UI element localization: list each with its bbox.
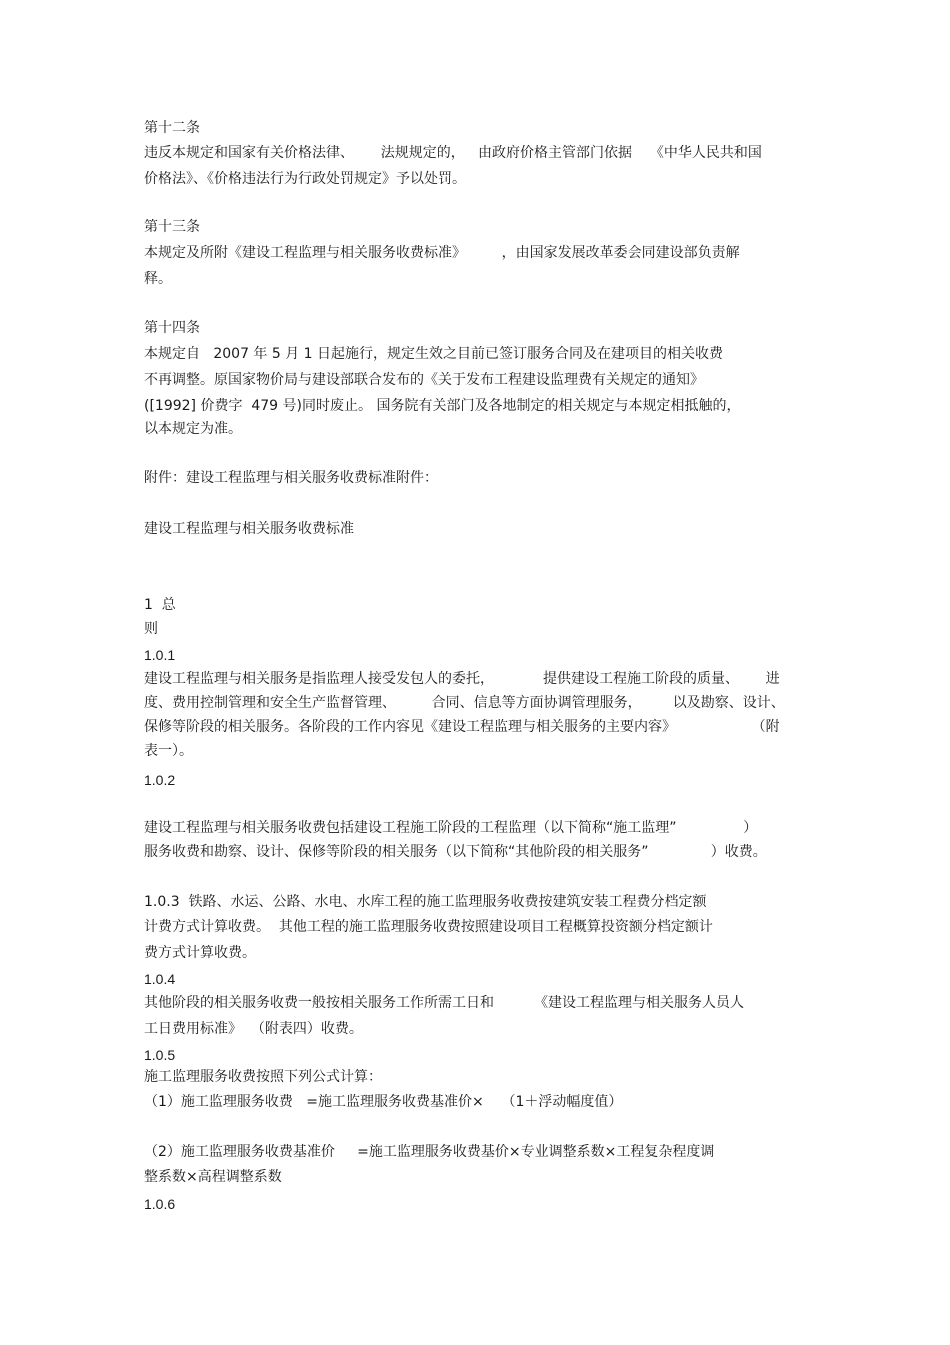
section-1-0-5-number: 1.0.5	[144, 1047, 176, 1063]
section-1-0-1-number: 1.0.1	[144, 647, 176, 663]
article-12-heading: 第十二条	[144, 120, 200, 136]
article-13-text-line-2: 释。	[144, 271, 172, 287]
section-1-0-2-number: 1.0.2	[144, 772, 176, 788]
section-1-0-6-number: 1.0.6	[144, 1196, 176, 1212]
article-14-text-line-4: 以本规定为准。	[144, 421, 242, 437]
article-13-text-line-1: 本规定及所附《建设工程监理与相关服务收费标准》 ，由国家发展改革委会同建设部负责解	[144, 245, 740, 261]
article-12-text-line-1: 违反本规定和国家有关价格法律、 法规规定的， 由政府价格主管部门依据 《中华人民共和国	[144, 145, 762, 161]
section-1-0-4-number: 1.0.4	[144, 971, 176, 987]
chapter-1-word: 则	[144, 621, 158, 637]
section-1-0-5-line-1: 施工监理服务收费按照下列公式计算：	[144, 1069, 382, 1085]
attachment-line: 附件：建设工程监理与相关服务收费标准附件：	[144, 470, 438, 486]
section-1-0-4-line-2: 工日费用标准》 （附表四）收费。	[144, 1021, 363, 1037]
section-1-0-1-line-2: 度、费用控制管理和安全生产监督管理、 合同、信息等方面协调管理服务， 以及勘察、设计、	[144, 695, 785, 711]
section-1-0-4-line-1: 其他阶段的相关服务收费一般按相关服务工作所需工日和 《建设工程监理与相关服务人员人	[144, 995, 745, 1011]
section-1-0-1-line-1: 建设工程监理与相关服务是指监理人接受发包人的委托， 提供建设工程施工阶段的质量、 进	[144, 671, 780, 687]
article-14-text-line-2: 不再调整。原国家物价局与建设部联合发布的《关于发布工程建设监理费有关规定的通知》	[144, 372, 704, 388]
article-13-heading: 第十三条	[144, 219, 200, 235]
section-1-0-3-line-3: 费方式计算收费。	[144, 945, 256, 961]
article-12-text-line-2: 价格法》、《价格违法行为行政处罚规定》予以处罚。	[144, 171, 466, 187]
section-1-0-5-formula-1: （1）施工监理服务收费 =施工监理服务收费基准价× （1＋浮动幅度值）	[144, 1094, 623, 1110]
chapter-1-number: 1 总	[144, 597, 176, 613]
section-1-0-5-formula-2-continued: 整系数×高程调整系数	[144, 1169, 282, 1185]
section-1-0-2-line-2: 服务收费和勘察、设计、保修等阶段的相关服务（以下简称“其他阶段的相关服务” ）收费。	[144, 844, 767, 860]
article-14-heading: 第十四条	[144, 320, 200, 336]
section-1-0-3-line-2: 计费方式计算收费。 其他工程的施工监理服务收费按照建设项目工程概算投资额分档定额计	[144, 919, 713, 935]
section-1-0-5-formula-2: （2）施工监理服务收费基准价 =施工监理服务收费基价×专业调整系数×工程复杂程度调	[144, 1144, 715, 1160]
section-1-0-1-line-3: 保修等阶段的相关服务。各阶段的工作内容见《建设工程监理与相关服务的主要内容》 （附	[144, 719, 780, 735]
section-1-0-2-line-1: 建设工程监理与相关服务收费包括建设工程施工阶段的工程监理（以下简称“施工监理” ）	[144, 820, 758, 836]
article-14-text-line-1: 本规定自 2007 年 5 月 1 日起施行，规定生效之目前已签订服务合同及在建项目的相关收费	[144, 346, 724, 362]
section-1-0-1-line-4: 表一）。	[144, 743, 193, 759]
section-1-0-3-line-1: 1.0.3 铁路、水运、公路、水电、水库工程的施工监理服务收费按建筑安装工程费分档定额	[144, 894, 707, 910]
article-14-text-line-3: ([1992] 价费字 479 号)同时废止。 国务院有关部门及各地制定的相关规定与本规定相抵触的，	[144, 398, 741, 414]
standard-title: 建设工程监理与相关服务收费标准	[144, 521, 354, 537]
